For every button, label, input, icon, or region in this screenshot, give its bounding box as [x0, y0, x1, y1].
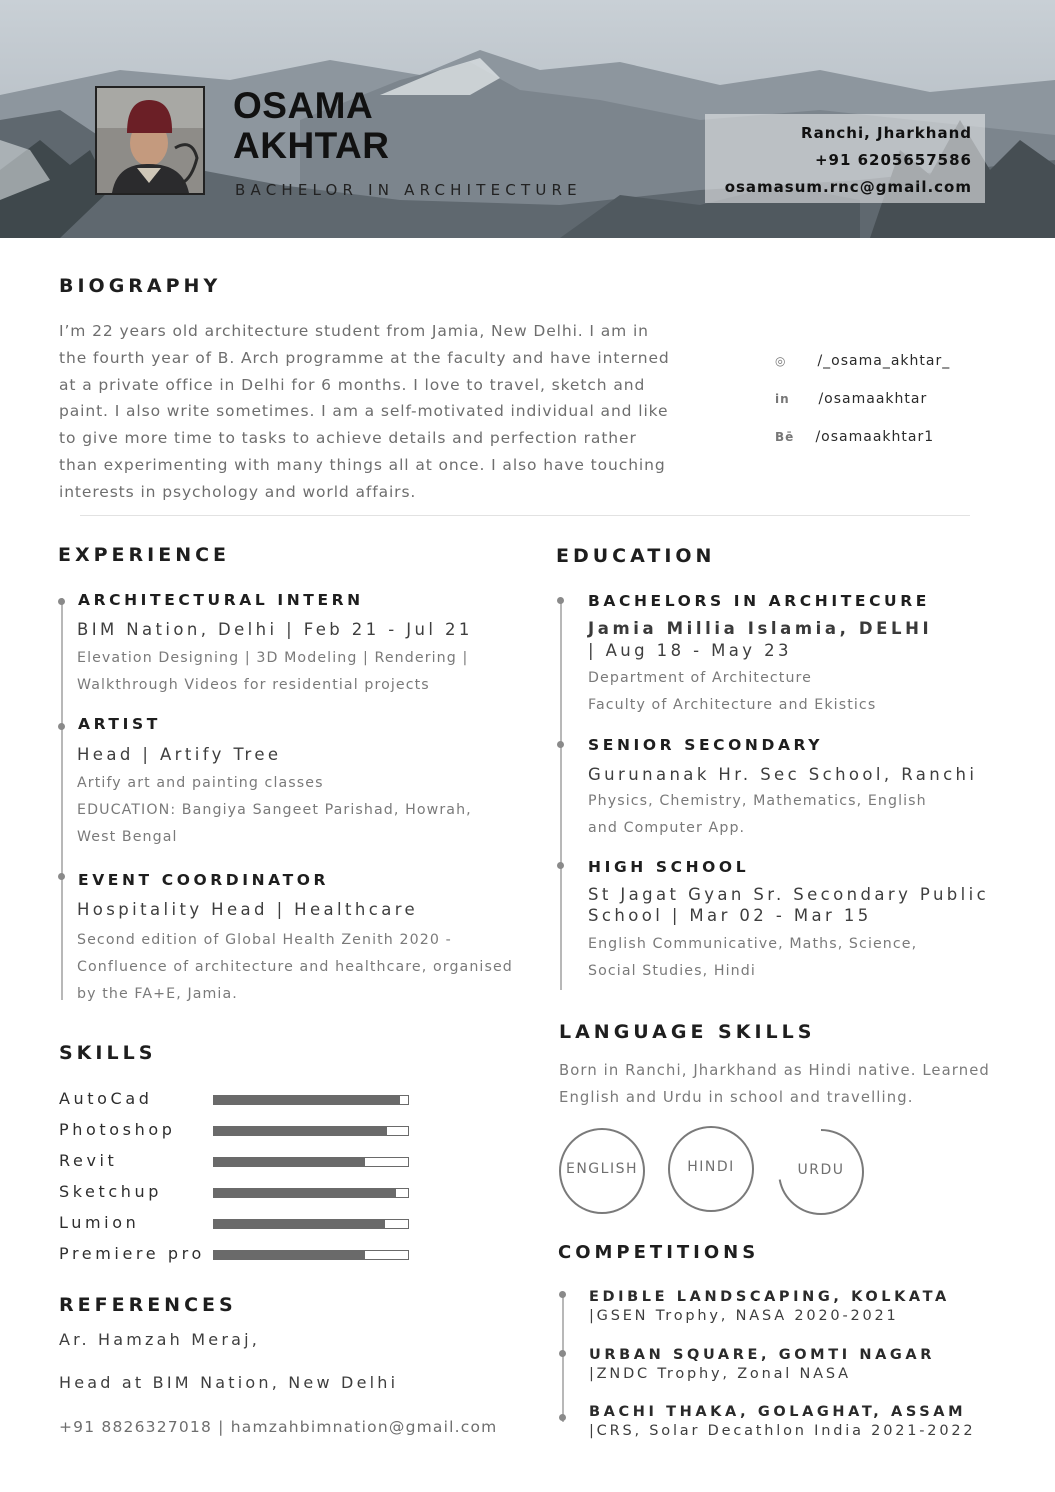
desc-line: West Bengal	[77, 828, 178, 845]
skill-name: Sketchup	[59, 1182, 163, 1201]
education-institution: Gurunanak Hr. Sec School, Ranchi	[588, 765, 978, 784]
experience-description	[77, 770, 472, 850]
education-description	[588, 665, 876, 719]
experience-subtitle: Hospitality Head | Healthcare	[77, 900, 419, 919]
references-heading: REFERENCES	[59, 1294, 237, 1316]
skill-bar	[213, 1219, 409, 1229]
education-description	[588, 931, 917, 985]
section-divider	[80, 515, 970, 516]
education-title: SENIOR SECONDARY	[588, 736, 824, 754]
name-first: OSAMA	[233, 85, 374, 126]
competition-title: URBAN SQUARE, GOMTI NAGAR	[589, 1347, 935, 1363]
contact-box	[705, 114, 985, 203]
skill-name: Photoshop	[59, 1120, 176, 1139]
desc-line: Artify art and painting classes	[77, 775, 324, 791]
desc-line: Born in Ranchi, Jharkhand as Hindi native. Learned	[559, 1062, 990, 1079]
competitions-timeline	[562, 1292, 564, 1422]
skill-name: AutoCad	[59, 1089, 153, 1108]
email-address[interactable]: osamasum.rnc@gmail.com	[724, 178, 972, 196]
education-institution: St Jagat Gyan Sr. Secondary Public	[588, 885, 990, 904]
skill-bar-fill	[214, 1220, 385, 1228]
skill-bar-fill	[214, 1189, 396, 1197]
language-description	[559, 1058, 990, 1112]
timeline-dot	[58, 723, 65, 730]
experience-timeline	[61, 598, 63, 1000]
location-text: Ranchi, Jharkhand	[801, 124, 972, 142]
job-title: BACHELOR IN ARCHITECTURE	[235, 181, 582, 199]
competition-detail: |ZNDC Trophy, Zonal NASA	[589, 1366, 851, 1382]
competitions-heading: COMPETITIONS	[558, 1242, 760, 1263]
bio-line: I’m 22 years old architecture student from Jamia, New Delhi. I am in	[59, 322, 649, 340]
experience-title: ARTIST	[78, 715, 161, 733]
desc-line: EDUCATION: Bangiya Sangeet Parishad, Howrah,	[77, 801, 472, 818]
language-english: ENGLISH	[565, 1161, 638, 1177]
skill-bar	[213, 1126, 409, 1136]
skill-name: Lumion	[59, 1213, 140, 1232]
reference-role: Head at BIM Nation, New Delhi	[59, 1373, 399, 1392]
education-dates: | Aug 18 - May 23	[588, 641, 792, 660]
language-urdu: URDU	[797, 1162, 845, 1178]
social-behance[interactable]	[775, 429, 934, 445]
desc-line: Confluence of architecture and healthcare, organised	[77, 958, 513, 975]
experience-description	[77, 645, 468, 699]
desc-line: Elevation Designing | 3D Modeling | Rendering |	[77, 650, 469, 666]
desc-line: English and Urdu in school and travelling.	[559, 1088, 914, 1106]
timeline-dot	[557, 597, 564, 604]
candidate-name	[233, 86, 389, 166]
skill-bar	[213, 1250, 409, 1260]
social-instagram[interactable]	[775, 353, 950, 369]
skill-bar	[213, 1157, 409, 1167]
biography-heading: BIOGRAPHY	[59, 275, 222, 297]
experience-subtitle: Head | Artify Tree	[77, 745, 282, 764]
social-linkedin[interactable]	[775, 391, 927, 407]
skill-bar-fill	[214, 1096, 400, 1104]
linkedin-handle[interactable]: /osamaakhtar	[818, 391, 928, 407]
timeline-dot	[557, 741, 564, 748]
behance-handle[interactable]: /osamaakhtar1	[815, 429, 935, 445]
skill-bar	[213, 1095, 409, 1105]
education-heading: EDUCATION	[556, 545, 716, 567]
bio-line: paint. I also write sometimes. I am a self-motivated individual and like	[59, 402, 669, 421]
phone-number: +91 6205657586	[814, 151, 972, 169]
header-banner	[0, 0, 1055, 238]
desc-line: Department of Architecture	[588, 670, 813, 686]
competition-detail: |CRS, Solar Decathlon India 2021-2022	[589, 1423, 976, 1439]
bio-line: the fourth year of B. Arch programme at the faculty and have interned	[59, 348, 670, 367]
behance-icon: Bē	[775, 430, 795, 444]
timeline-dot	[559, 1350, 566, 1357]
experience-subtitle: BIM Nation, Delhi | Feb 21 - Jul 21	[77, 620, 473, 639]
desc-line: and Computer App.	[588, 819, 746, 836]
language-hindi: HINDI	[687, 1159, 735, 1175]
experience-title: EVENT COORDINATOR	[78, 871, 330, 889]
skills-heading: SKILLS	[59, 1042, 157, 1064]
desc-line: Walkthrough Videos for residential projects	[77, 676, 430, 693]
competition-title: EDIBLE LANDSCAPING, KOLKATA	[589, 1289, 950, 1305]
skill-name: Revit	[59, 1151, 118, 1170]
timeline-dot	[559, 1291, 566, 1298]
skill-bar	[213, 1188, 409, 1198]
desc-line: Physics, Chemistry, Mathematics, English	[588, 793, 927, 809]
education-dates: School | Mar 02 - Mar 15	[588, 906, 872, 925]
linkedin-icon: in	[775, 392, 790, 406]
reference-contact[interactable]: +91 8826327018 | hamzahbimnation@gmail.com	[59, 1418, 498, 1436]
instagram-icon: ◎	[775, 354, 787, 368]
timeline-dot	[58, 598, 65, 605]
timeline-dot	[557, 862, 564, 869]
instagram-handle[interactable]: /_osama_akhtar_	[817, 353, 951, 369]
timeline-dot	[559, 1414, 566, 1421]
education-timeline	[560, 600, 562, 990]
experience-heading: EXPERIENCE	[58, 544, 231, 566]
profile-photo	[95, 86, 205, 195]
biography-text	[59, 318, 719, 506]
desc-line: Faculty of Architecture and Ekistics	[588, 696, 877, 713]
education-institution: Jamia Millia Islamia, DELHI	[588, 619, 933, 638]
desc-line: by the FA+E, Jamia.	[77, 985, 238, 1002]
experience-description	[77, 927, 513, 1007]
desc-line: English Communicative, Maths, Science,	[588, 936, 918, 952]
timeline-dot	[58, 873, 65, 880]
bio-line: than experimenting with many things all at once. I also have touching	[59, 455, 666, 474]
education-description	[588, 788, 927, 842]
language-skills-heading: LANGUAGE SKILLS	[559, 1021, 816, 1043]
bio-line: at a private office in Delhi for 6 months. I love to travel, sketch and	[59, 375, 646, 394]
education-title: BACHELORS IN ARCHITECURE	[588, 592, 930, 610]
skill-bar-fill	[214, 1127, 387, 1135]
experience-title: ARCHITECTURAL INTERN	[78, 591, 364, 609]
name-last: AKHTAR	[233, 125, 390, 166]
bio-line: to give more time to tasks to achieve details and perfection rather	[59, 429, 637, 448]
skill-bar-fill	[214, 1251, 365, 1259]
education-title: HIGH SCHOOL	[588, 858, 750, 876]
competition-title: BACHI THAKA, GOLAGHAT, ASSAM	[589, 1404, 967, 1420]
desc-line: Social Studies, Hindi	[588, 962, 756, 979]
reference-name: Ar. Hamzah Meraj,	[59, 1330, 261, 1349]
desc-line: Second edition of Global Health Zenith 2020 -	[77, 932, 452, 948]
competition-detail: |GSEN Trophy, NASA 2020-2021	[589, 1308, 899, 1324]
bio-line: interests in psychology and world affairs.	[59, 482, 417, 501]
skill-bar-fill	[214, 1158, 365, 1166]
skill-name: Premiere pro	[59, 1244, 205, 1263]
